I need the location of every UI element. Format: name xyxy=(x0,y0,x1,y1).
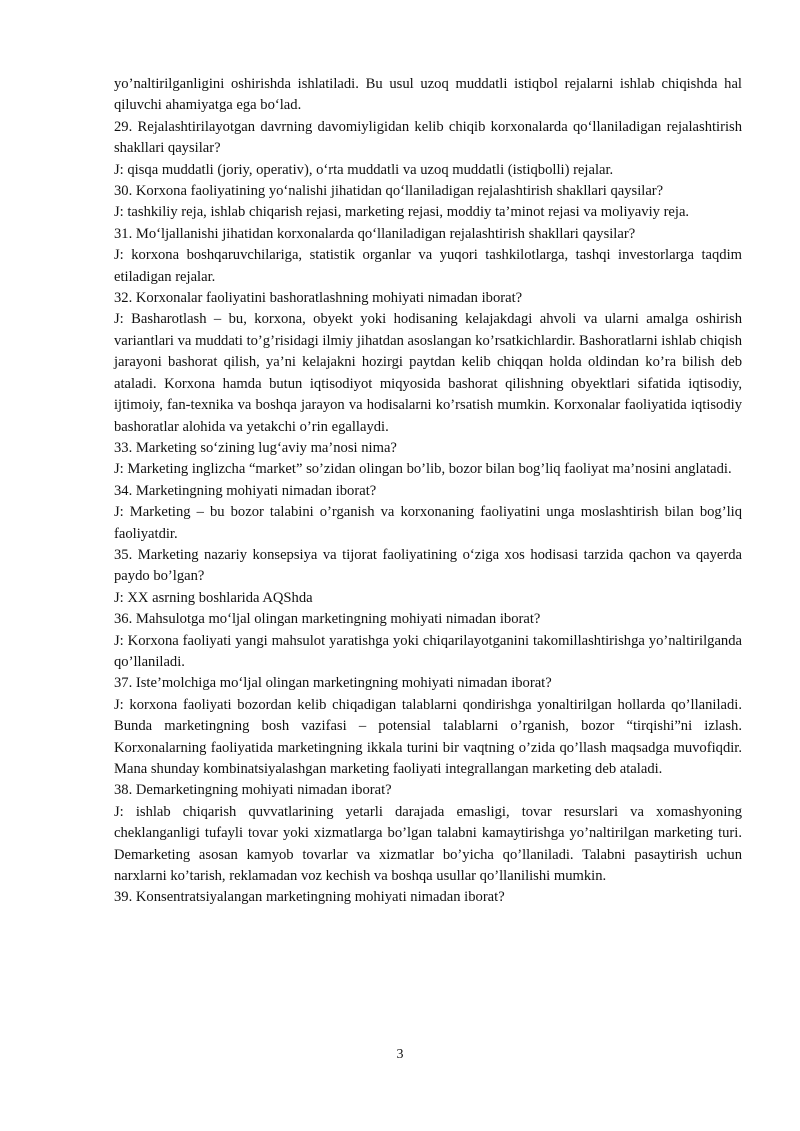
question-29: 29. Rejalashtirilayotgan davrning davomiyligidan kelib chiqib korxonalarda qo‘llaniladigan rejalashtirish shakllari qaysilar? xyxy=(114,118,742,157)
answer-30: J: tashkiliy reja, ishlab chiqarish rejasi, marketing rejasi, moddiy ta’minot rejasi va moliyaviy reja. xyxy=(114,204,690,221)
question-32: 32. Korxonalar faoliyatini bashoratlashning mohiyati nimadan iborat? xyxy=(114,290,523,307)
answer-36: J: Korxona faoliyati yangi mahsulot yaratishga yoki chiqarilayotganini takomillashtirishga yo’naltirilganda qo’llaniladi. xyxy=(114,632,742,670)
paragraph-continuation: yo’naltirilganligini oshirishda ishlatiladi. Bu usul uzoq muddatli istiqbol rejalarni ishlab chiqishda hal qiluvchi ahamiyatga ega bo‘lad. xyxy=(114,76,742,114)
document-body xyxy=(114,74,742,909)
question-30: 30. Korxona faoliyatining yo‘nalishi jihatidan qo‘llaniladigan rejalashtirish shakllari qaysilar? xyxy=(114,183,664,200)
answer-37: J: korxona faoliyati bozordan kelib chiqadigan talablarni qondirishga yonaltirilgan hollarda qo’llaniladi. Bunda marketingning bosh vazifasi – potensial talablarni o’rganish, bozor “tirqishi”ni izlash. Korxonalarning faoliyatida marketingning ikkala turini bir vaqtning o’zida qo’llash maqsadga muvofiqdir. Mana shunday kombinatsiyalashgan marketing faoliyati integrallangan marketing deb ataladi. xyxy=(114,696,742,777)
answer-35: J: XX asrning boshlarida AQShda xyxy=(114,589,313,606)
answer-33: J: Marketing inglizcha “market” so’zidan olingan bo’lib, bozor bilan bog’liq faoliyat ma’nosini anglatadi. xyxy=(114,461,732,478)
question-33: 33. Marketing so‘zining lug‘aviy ma’nosi nima? xyxy=(114,439,397,456)
question-35: 35. Marketing nazariy konsepsiya va tijorat faoliyatining o‘ziga xos hodisasi tarzida qachon va qayerda paydo bo’lgan? xyxy=(114,546,742,585)
question-39: 39. Konsentratsiyalangan marketingning mohiyati nimadan iborat? xyxy=(114,889,505,906)
question-38: 38. Demarketingning mohiyati nimadan iborat? xyxy=(114,782,392,799)
question-37: 37. Iste’molchiga mo‘ljal olingan marketingning mohiyati nimadan iborat? xyxy=(114,675,552,692)
question-31: 31. Mo‘ljallanishi jihatidan korxonalarda qo‘llaniladigan rejalashtirish shakllari qaysilar? xyxy=(114,225,636,242)
answer-38: J: ishlab chiqarish quvvatlarining yetarli darajada emasligi, tovar resurslari va xomashyoning cheklanganligi tufayli tovar yoki xizmatlarga bo’lgan talabni kamaytirishga yo’naltirilgan marketing turi. Demarketing asosan kamyob tovarlar va xizmatlar bo’yicha qo’llaniladi. Talabni pasaytirish uchun narxlarni ko’tarish, reklamadan voz kechish va boshqa usullar qo’llanilishi mumkin. xyxy=(114,803,742,885)
question-34: 34. Marketingning mohiyati nimadan iborat? xyxy=(114,482,377,499)
answer-31: J: korxona boshqaruvchilariga, statistik organlar va yuqori tashkilotlarga, tashqi investorlarga taqdim etiladigan rejalar. xyxy=(114,247,742,285)
answer-34: J: Marketing – bu bozor talabini o’rganish va korxonaning faoliyatini unga moslashtirish bilan bog’liq faoliyatdir. xyxy=(114,504,742,542)
page-number: 3 xyxy=(396,1047,404,1062)
answer-29: J: qisqa muddatli (joriy, operativ), o‘rta muddatli va uzoq muddatli (istiqbolli) rejalar. xyxy=(114,161,614,178)
question-36: 36. Mahsulotga mo‘ljal olingan marketingning mohiyati nimadan iborat? xyxy=(114,611,541,628)
answer-32: J: Basharotlash – bu, korxona, obyekt yoki hodisaning kelajakdagi ahvoli va ularni amalga oshirish variantlari va muddati to’g’risidagi ilmiy jihatdan asoslangan ko’rsatkichlardir. Bashoratlarni ishlab chiqish jarayoni bashorat qilish, ya’ni kelajakni hozirgi paytdan kelib chiqqan holda oldindan ko’ra bilish deb ataladi. Korxona hamda butun iqtisodiyot miqyosida bashorat qilishning obyektlari sifatida iqtisodiy, ijtimoiy, fan-texnika va boshqa jarayon va hodisalarni ko’rsatish mumkin. Korxonalar faoliyatida iqtisodiy bashoratlar alohida va yetakchi o’rin egallaydi. xyxy=(114,311,742,435)
